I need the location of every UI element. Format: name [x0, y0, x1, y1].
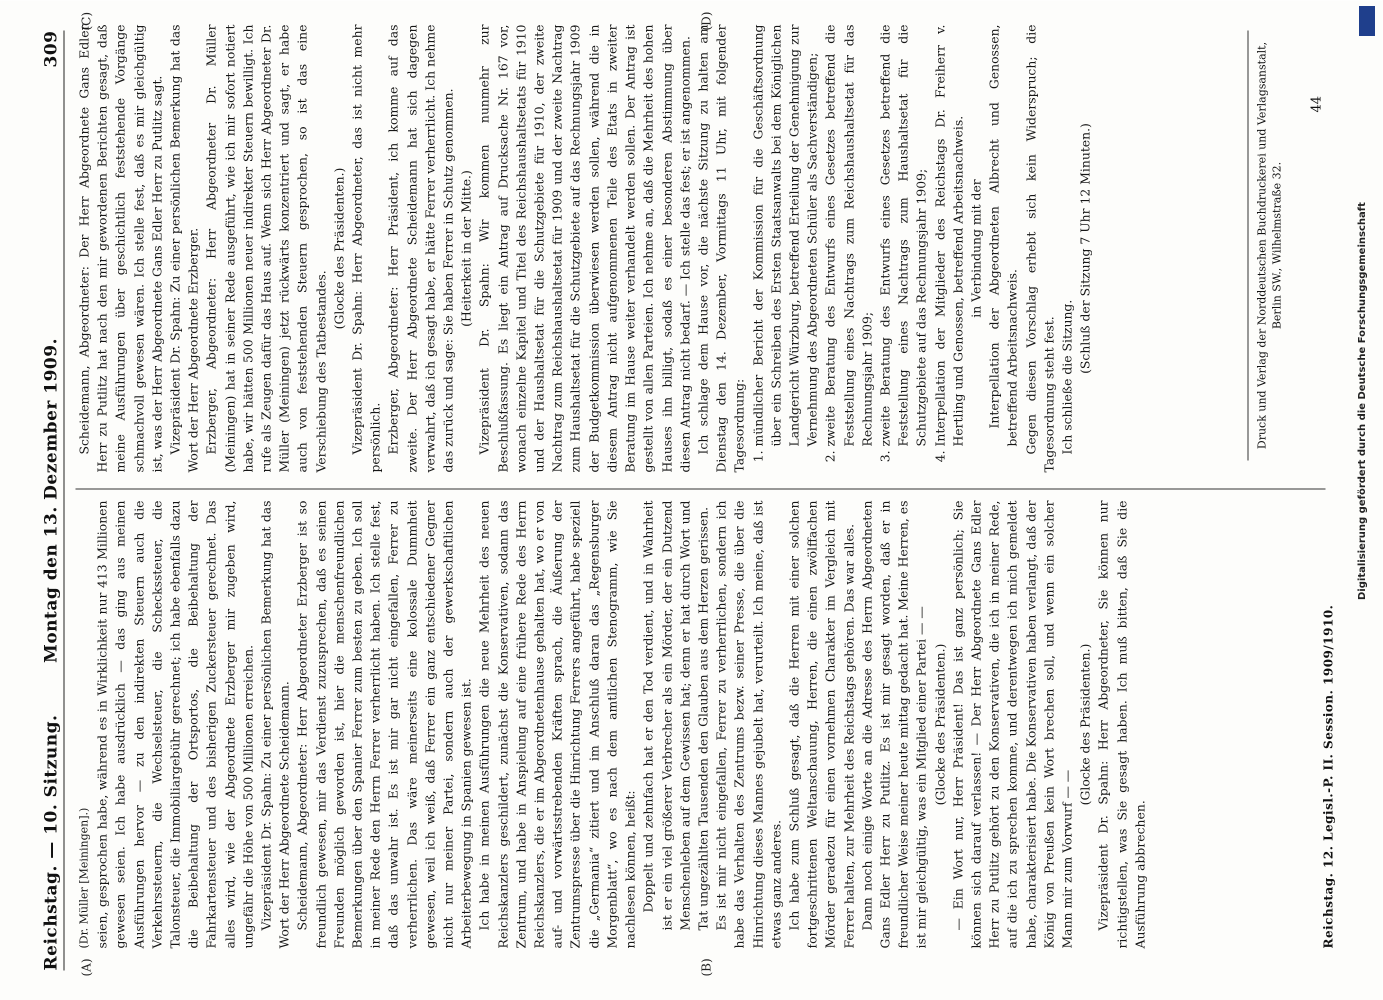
- paragraph: Scheidemann, Abgeordneter: Herr Abgeordneter Erzberger ist so freundlich gewesen, mir das Verdienst zuzusprechen, daß es seinen Freunden möglich geworden ist, hier die menschenfreundlichen Bemerkungen über den Spanier Ferrer zum besten zu geben. Ich soll in meiner Rede den Herrn Ferrer verherrlicht haben. Ich stelle fest, daß das unwahr ist. Es ist mir gar nicht eingefallen, Ferrer zu verherrlichen. Das wäre meinerseits eine kolossale Dummheit gewesen, weil ich weiß, daß Ferrer ein ganz entschiedener Gegner nicht nur meiner Partei, sondern auch der gewerkschaftlichen Arbeiterbewegung in Spanien gewesen ist.: [294, 500, 474, 949]
- printer-imprint: [1248, 31, 1285, 461]
- printer-signature: 44: [1309, 95, 1325, 113]
- margin-mark-c: (C): [79, 11, 94, 31]
- paragraph: — Ein Wort nur, Herr Präsident! Das ist ganz persönlich; Sie können sich darauf verlassen! — Der Herr Abgeordnete Gans Edler Herr zu Putlitz gehört zu den Konservativen, die ich in meiner Rede, auf die ich zu sprechen komme, und derentwegen ich mich gemeldet habe, charakterisiert habe. Die Konservativen haben verlangt, daß der König von Preußen kein Wort brechen soll, und wenn ein solcher Mann mir zum Vorwurf — —: [950, 500, 1075, 949]
- paragraph: Scheidemann, Abgeordneter: Der Herr Abgeordnete Gans Edler Herr zu Putlitz hat nach den mir gewordenen Berichten gesagt, daß meine Ausführungen über geschichtlich feststehende Vorgänge schmachvoll gewesen wären. Ich stelle fest, daß es mir gleichgültig ist, was der Herr Abgeordnete Gans Edler Herr zu Putlitz sagt.: [76, 24, 165, 473]
- paragraph: Vizepräsident Dr. Spahn: Herr Abgeordneter, das ist nicht mehr persönlich.: [349, 24, 383, 473]
- paragraph: Erzberger, Abgeordneter: Herr Präsident, ich komme auf das zweite. Der Herr Abgeordnete Scheidemann hat sich dagegen verwahrt, daß ich gesagt habe, er hätte Ferrer verherrlicht. Ich nehme das zurück und sage: Sie haben Ferrer in Schutz genommen.: [385, 24, 456, 473]
- page-number: 309: [41, 30, 62, 68]
- paragraph: Ich habe zum Schluß gesagt, daß die Herren mit einer solchen fortgeschrittenen Weltanschauung, Herren, die einen zwölffachen Mörder geradezu für einen vornehmen Charakter im Vergleich mit Ferrer halten, zur Mehrheit des Reichstags gehören. Das war alles.: [786, 500, 857, 949]
- paragraph: Dann noch einige Worte an die Adresse des Herrn Abgeordneten Gans Edler Herr zu Putlitz. Es ist mir gesagt worden, daß er in freundlicher Weise meiner heute mittag gedacht hat. Meine Herren, es ist mir gleichgültig, was ein Mitglied einer Partei — —: [859, 500, 929, 949]
- closing-note: (Schluß der Sitzung 7 Uhr 12 Minuten.): [1077, 123, 1093, 374]
- agenda-item: 2. zweite Beratung des Entwurfs eines Gesetzes betreffend die Feststellung eines Nachtrags zum Reichshaushaltsetat für das Rechnungsjahr 1909;: [822, 25, 877, 447]
- document-page: [0, 1, 1383, 1000]
- margin-mark-a: (A): [79, 958, 94, 977]
- paragraph: Ich schließe die Sitzung.: [1059, 299, 1075, 455]
- stage-direction: (Glocke des Präsidenten.): [331, 167, 347, 330]
- agenda-item: 4. Interpellation der Mitglieder des Reichstags Dr. Freiherr v. Hertling und Genossen, betreffend Arbeitsnachweis.: [931, 25, 967, 447]
- paragraph: Vizepräsident Dr. Spahn: Zu einer persönlichen Bemerkung hat das Wort der Herr Abgeordnete Scheidemann.: [258, 500, 292, 949]
- speaker-note: (Dr. Müller [Meiningen].): [77, 807, 91, 949]
- stage-direction: (Glocke des Präsidenten.): [932, 643, 948, 806]
- paragraph: Erzberger, Abgeordneter: Herr Abgeordneter Dr. Müller (Meiningen) hat in seiner Rede ausgeführt, wie ich mir sofort notiert habe, wir hätten 500 Millionen neuer indirekter Steuern bewilligt. Ich rufe als Zeugen dafür das Haus auf. Wenn sich Herr Abgeordneter Dr. Müller (Meiningen) jetzt rückwärts konzentriert und sagt, er habe auch von feststehenden Steuern gesprochen, so ist das eine Verschiebung des Tatbestandes.: [203, 24, 329, 473]
- agenda-list: [749, 25, 967, 473]
- imprint-line: Druck und Verlag der Norddeutschen Buchdruckerei und Verlagsanstalt,: [1255, 41, 1269, 450]
- paragraph: Vizepräsident Dr. Spahn: Herr Abgeordneter, Sie können nur richtigstellen, was Sie gesagt haben. Ich muß bitten, daß Sie die Ausführung abbrechen.: [1095, 500, 1148, 949]
- column-divider: [76, 489, 1326, 490]
- paragraph: Vizepräsident Dr. Spahn: Wir kommen nunmehr zur Beschlußfassung. Es liegt ein Antrag auf Drucksache Nr. 167 vor, wonach einzelne Kapitel und Titel des Reichshaushaltsetats für 1910 und der Haushaltsetat für die Schutzgebiete für 1910, der zweite Nachtrag zum Reichshaushaltsetat für 1909 und der zweite Nachtrag zum Haushaltsetat für die Schutzgebiete auf das Rechnungsjahr 1909 der Budgetkommission überwiesen werden sollen, während die in diesem Antrag nicht aufgenommenen Teile des Etats in zweiter Beratung im Hause weiter verhandelt werden sollen. Der Antrag ist gestellt von allen Parteien. Ich nehme an, daß die Mehrheit des hohen Hauses ihn billigt, sodaß es einer besonderen Abstimmung über diesen Antrag nicht bedarf. — Ich stelle das fest; er ist angenommen.: [476, 24, 693, 473]
- watermark-text: Digitalisierung gefördert durch die Deutsche Forschungsgemeinschaft: [1357, 202, 1368, 600]
- agenda-connector: in Verbindung mit der: [968, 179, 984, 318]
- agenda-item-tail: Interpellation der Abgeordneten Albrecht und Genossen, betreffend Arbeitsnachweis.: [986, 24, 1020, 447]
- footer-session: Reichstag. 12. Legisl.-P. II. Session. 1909/1910.: [1321, 604, 1336, 949]
- paragraph: Gegen diesen Vorschlag erhebt sich kein Widerspruch; die Tagesordnung steht fest.: [1023, 24, 1057, 473]
- stage-direction: (Heiterkeit in der Mitte.): [458, 170, 474, 327]
- agenda-item: 1. mündlicher Bericht der Kommission für die Geschäftsordnung über ein Schreiben des Ersten Staatsanwalts bei dem Königlichen Landgericht Würzburg, betreffend Erteilung der Genehmigung zur Vernehmung des Abgeordneten Schüler als Sachverständigen;: [749, 25, 822, 447]
- imprint-line: Berlin SW., Wilhelmstraße 32.: [1270, 161, 1284, 330]
- agenda-item: 3. zweite Beratung des Entwurfs eines Gesetzes betreffend die Feststellung eines Nachtrags zum Haushaltsetat für die Schutzgebiete auf das Rechnungsjahr 1909;: [876, 25, 931, 447]
- left-column: [76, 501, 1150, 949]
- header-date: Montag den 13. Dezember 1909.: [41, 338, 62, 663]
- header-left: Reichstag. — 10. Sitzung.: [41, 714, 62, 971]
- stage-direction: (Glocke des Präsidenten.): [1077, 643, 1093, 806]
- margin-mark-d: (D): [699, 11, 714, 31]
- right-column: [76, 25, 1095, 473]
- paragraph: seien, gesprochen habe, während es in Wirklichkeit nur 413 Millionen gewesen seien. Ich habe ausdrücklich — das ging aus meinen Ausführungen hervor — zu den indirekten Steuern auch die Verkehrssteuern, die Wechselsteuer, die Scheckssteuer, die Talonsteuer, die Immobiliargebühr gerechnet; ich habe ebenfalls dazu die Beibehaltung der Ortsportos, die Beibehaltung der Fahrkartensteuer und des bisherigen Zuckersteuer gerechnet. Das alles wird, wie der Abgeordnete Erzberger mir zugeben wird, ungefähr die Höhe von 500 Millionen erreichen.: [94, 500, 256, 949]
- paragraph: Vizepräsident Dr. Spahn: Zu einer persönlichen Bemerkung hat das Wort der Herr Abgeordnete Erzberger.: [167, 24, 201, 473]
- paragraph: Ich habe in meinen Ausführungen die neue Mehrheit des neuen Reichskanzlers geschildert, zunächst die Konservativen, sodann das Zentrum, und habe in Anspielung auf eine frühere Rede des Herrn Reichskanzlers, die er im Abgeordnetenhause gehalten hat, wo er von auf- und vorwärtsstrebenden Kräften sprach, die Äußerung der Zentrumspresse über die Hinrichtung Ferrers angeführt, habe speziell die „Germania“ zitiert und im Anschluß daran das „Regensburger Morgenblatt“, wo es nach dem amtlichen Stenogramm, wie Sie nachlesen können, heißt:: [476, 500, 638, 949]
- paragraph: Es ist mir nicht eingefallen, Ferrer zu verherrlichen, sondern ich habe das Verhalten des Zentrums bezw. seiner Presse, die über die Hinrichtung dieses Mannes gejubelt hat, verurteilt. Ich meine, daß ist etwas ganz anderes.: [713, 500, 784, 949]
- page-header: [42, 31, 65, 971]
- quotation: Doppelt und zehnfach hat er den Tod verdient, und in Wahrheit ist er ein viel größerer Verbrecher als ein Mörder, der ein Dutzend Menschenleben auf dem Gewissen hat; denn er hat durch Wort und Tat ungezählten Tausenden den Glauben aus dem Herzen gerissen.: [640, 500, 711, 931]
- digitization-watermark: [1357, 0, 1379, 1000]
- margin-mark-b: (B): [699, 958, 714, 977]
- paragraph: Ich schlage dem Hause vor, die nächste Sitzung zu halten am Dienstag den 14. Dezember, Vormittags 11 Uhr, mit folgender Tagesordnung:: [695, 24, 747, 473]
